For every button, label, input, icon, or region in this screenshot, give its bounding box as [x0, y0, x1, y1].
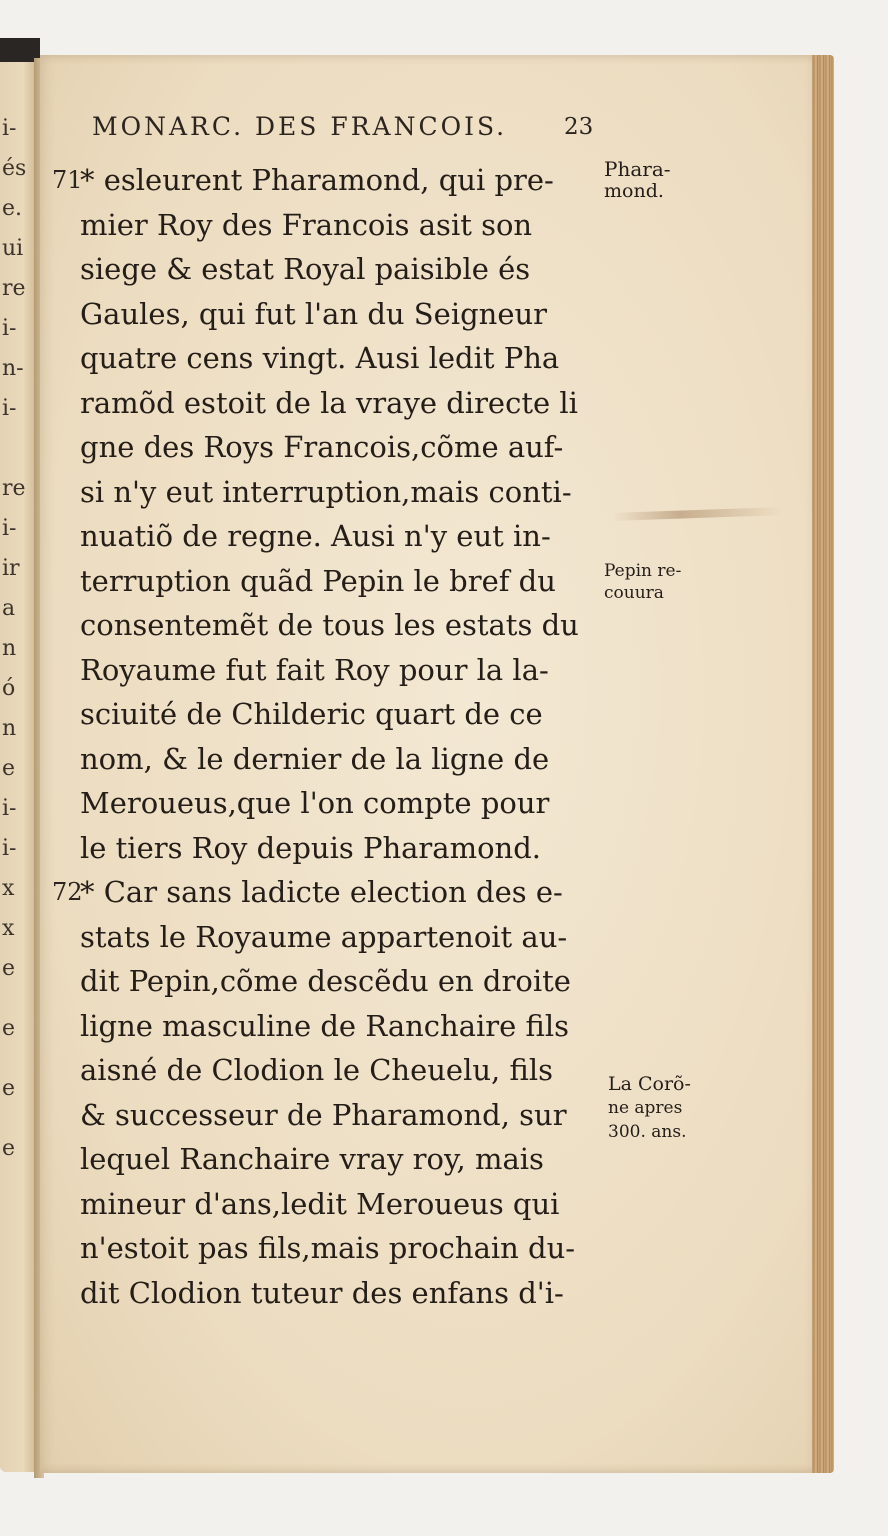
margin-note-line: mond.: [604, 180, 664, 202]
body-text: [52, 158, 600, 1315]
margin-note-line: couura: [604, 583, 664, 603]
line-text: ligne masculine de Ranchaire fils: [80, 1008, 570, 1043]
margin-note-line: 300. ans.: [608, 1122, 687, 1142]
text-line: [52, 870, 600, 915]
line-text: sciuité de Childeric quart de ce: [80, 697, 543, 731]
text-line: [80, 692, 600, 737]
line-text: Gaules, qui fut l'an du Seigneur: [80, 296, 548, 331]
line-text: aisné de Clodion le Cheuelu, fils: [80, 1053, 553, 1087]
facing-page-fragment: e: [2, 956, 16, 981]
facing-page-fragment: i-: [2, 396, 17, 421]
text-line: [80, 1182, 600, 1227]
facing-page-fragment: i-: [2, 516, 17, 541]
line-text: mineur d'ans,ledit Meroueus qui: [80, 1186, 560, 1221]
line-text: ramõd estoit de la vraye directe li: [80, 385, 578, 420]
text-line: [80, 425, 600, 470]
line-text: lequel Ranchaire vray roy, mais: [80, 1142, 544, 1176]
facing-page-fragment: x: [2, 916, 15, 941]
running-title: MONARC. DES FRANCOIS.: [92, 112, 508, 141]
line-text: le tiers Roy depuis Pharamond.: [80, 830, 541, 865]
facing-page-fragment: ó: [2, 676, 16, 701]
text-line: [80, 203, 600, 248]
line-text: nom, & le dernier de la ligne de: [80, 741, 550, 776]
line-text: dit Pepin,cõme descẽdu en droite: [80, 964, 571, 998]
facing-page-fragment: i-: [2, 836, 17, 861]
facing-page-fragment: a: [2, 596, 16, 621]
facing-page-edge: [0, 62, 38, 1472]
text-line: [80, 470, 600, 515]
line-text: gne des Roys Francois,cõme auf-: [80, 430, 564, 464]
facing-page-fragment: i-: [2, 116, 17, 141]
text-line: [80, 737, 600, 782]
facing-page-fragment: n: [2, 716, 17, 741]
facing-page-fragment: re: [2, 276, 26, 301]
line-marker: 72: [52, 878, 83, 906]
text-line: [80, 336, 600, 381]
margin-note-line: La Corõ-: [608, 1073, 691, 1095]
text-line: [80, 381, 600, 426]
page-number: 23: [564, 114, 594, 140]
line-text: siege & estat Royal paisible és: [80, 252, 531, 286]
line-text: consentemẽt de tous les estats du: [80, 608, 579, 642]
text-line: [80, 781, 600, 826]
text-line: [52, 158, 600, 203]
facing-page-fragment: e: [2, 756, 16, 781]
text-line: [80, 1137, 600, 1182]
facing-page-fragment: e: [2, 1016, 16, 1041]
margin-note-pepin: [604, 560, 681, 604]
margin-note-line: Phara-: [604, 157, 671, 181]
facing-page-fragment: re: [2, 476, 26, 501]
facing-page-fragment: ui: [2, 236, 24, 261]
line-text: Meroueus,que l'on compte pour: [80, 786, 550, 820]
text-line: [80, 826, 600, 871]
facing-page-fragment: ir: [2, 556, 20, 581]
text-line: [80, 1226, 600, 1271]
text-line: [80, 915, 600, 960]
line-text: n'estoit pas fils,mais prochain du-: [80, 1231, 576, 1265]
line-text: nuatiõ de regne. Ausi n'y eut in-: [80, 519, 551, 553]
line-marker: 71: [52, 166, 83, 194]
facing-page-fragment: i-: [2, 316, 17, 341]
text-line: [80, 648, 600, 693]
line-text: mier Roy des Francois asit son: [80, 207, 533, 242]
facing-page-fragment: i-: [2, 796, 17, 821]
margin-note-couronne: [608, 1072, 691, 1144]
text-line: [80, 1048, 600, 1093]
line-text: * esleurent Pharamond, qui pre-: [80, 163, 554, 197]
line-text: stats le Royaume appartenoit au-: [80, 919, 568, 954]
text-line: [80, 514, 600, 559]
facing-page-fragment: n: [2, 636, 17, 661]
text-line: [80, 1093, 600, 1138]
facing-page-fragment: e: [2, 1076, 16, 1101]
line-text: * Car sans ladicte election des e-: [80, 875, 563, 909]
line-text: dit Clodion tuteur des enfans d'i-: [80, 1275, 564, 1310]
line-text: si n'y eut interruption,mais conti-: [80, 474, 572, 509]
text-line: [80, 1004, 600, 1049]
facing-page-fragment: x: [2, 876, 15, 901]
line-text: & successeur de Pharamond, sur: [80, 1097, 567, 1132]
text-line: [80, 292, 600, 337]
page-block-edges: [812, 55, 834, 1473]
text-line: [80, 247, 600, 292]
text-line: [80, 959, 600, 1004]
facing-page-fragment: e: [2, 1136, 16, 1161]
text-line: [80, 1271, 600, 1316]
facing-page-fragment: és: [2, 156, 27, 181]
text-line: [80, 559, 600, 604]
line-text: terruption quãd Pepin le bref du: [80, 563, 556, 598]
margin-note-line: Pepin re-: [604, 561, 682, 581]
line-text: quatre cens vingt. Ausi ledit Pha: [80, 341, 560, 375]
line-text: Royaume fut fait Roy pour la la-: [80, 652, 549, 687]
margin-note-pharamond: [604, 158, 671, 202]
text-line: [80, 603, 600, 648]
facing-page-fragment: e.: [2, 196, 23, 221]
margin-note-line: ne apres: [608, 1098, 683, 1118]
facing-page-fragment: n-: [2, 356, 24, 381]
